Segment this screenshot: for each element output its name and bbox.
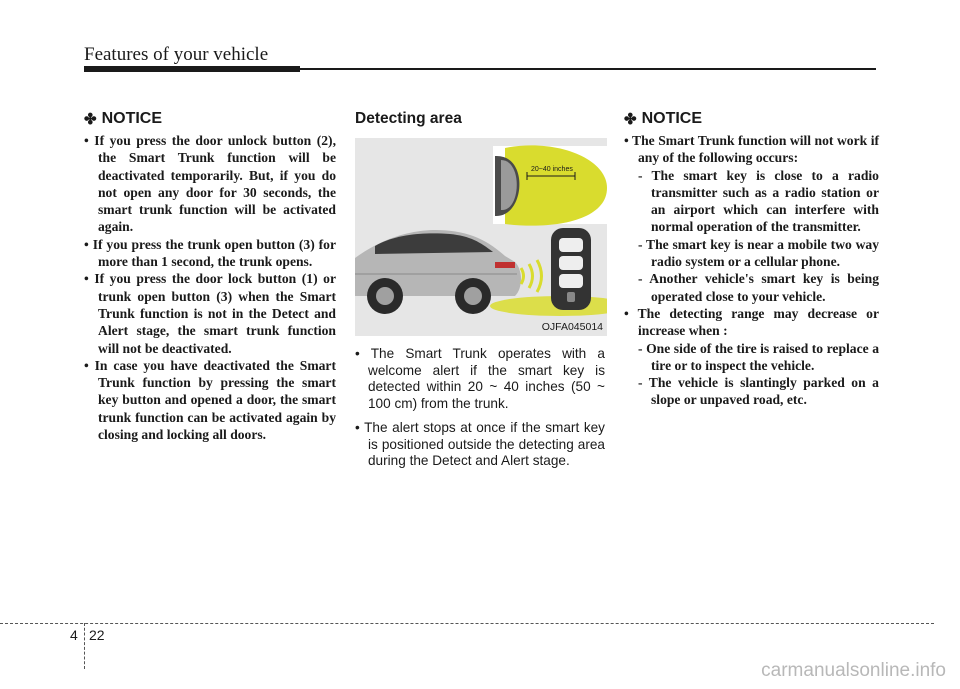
header-rule-thick [84,66,300,72]
notice-title: NOTICE [641,110,703,127]
list-item: • In case you have deactivated the Smart Trunk function by pressing the smart key button and opened a door, the smart trunk function can be activated again by closing and locking all doors. [84,357,336,443]
detecting-area-figure [355,138,607,336]
page-number: 22 [89,627,105,643]
left-column [84,110,336,443]
footer-rule [0,623,934,624]
sub-list-item: - One side of the tire is raised to replace a tire or to inspect the vehicle. [638,340,879,375]
notice-title: NOTICE [101,110,163,127]
detecting-list [355,346,605,470]
range-label: 20~40 inches [531,166,573,173]
header-rule-thin [300,68,876,70]
figure-caption: OJFA045014 [541,321,603,333]
list-item-text: The Smart Trunk function will not work if any of the following occurs: [632,133,879,166]
list-item [624,132,879,305]
footer-divider [84,623,85,669]
sub-list-item: - The smart key is close to a radio transmitter such as a radio station or an airport which can interfere with normal operation of the transmitter. [638,167,879,236]
right-column [624,110,879,409]
list-item [624,305,879,409]
cross-icon: ✤ [624,110,637,128]
notice-heading [624,110,879,128]
list-item: • If you press the door unlock button (2), the Smart Trunk function will be deactivated temporarily. But, if you do not open any door for 30 seconds, the smart trunk function will be activated again. [84,132,336,236]
sub-list [638,340,879,409]
list-item: • If you press the door lock button (1) or trunk open button (3) when the Smart Trunk function is not in the Detect and Alert stage, the smart trunk function will not be deactivated. [84,270,336,356]
middle-column [355,110,605,478]
sub-list-item: - Another vehicle's smart key is being operated close to your vehicle. [638,270,879,305]
notice-heading [84,110,336,128]
sub-list-item: - The vehicle is slantingly parked on a slope or unpaved road, etc. [638,374,879,409]
detecting-area-illustration [355,138,607,336]
list-item-text: The detecting range may decrease or increase when : [637,305,879,339]
notice-list [624,132,879,409]
watermark: carmanualsonline.info [761,660,946,681]
page-header-title: Features of your vehicle [84,44,269,65]
cross-icon: ✤ [84,110,97,128]
sub-list [638,167,879,305]
list-item: • If you press the trunk open button (3) for more than 1 second, the trunk opens. [84,236,336,271]
section-title: Detecting area [355,110,462,127]
sub-list-item: - The smart key is near a mobile two way radio system or a cellular phone. [638,236,879,271]
list-item: • The Smart Trunk operates with a welcome alert if the smart key is detected within 20 ~ 40 inches (50 ~ 100 cm) from the trunk. [355,346,605,412]
list-item: • The alert stops at once if the smart key is positioned outside the detecting area during the Detect and Alert stage. [355,420,605,470]
notice-list [84,132,336,443]
chapter-number: 4 [70,627,78,643]
